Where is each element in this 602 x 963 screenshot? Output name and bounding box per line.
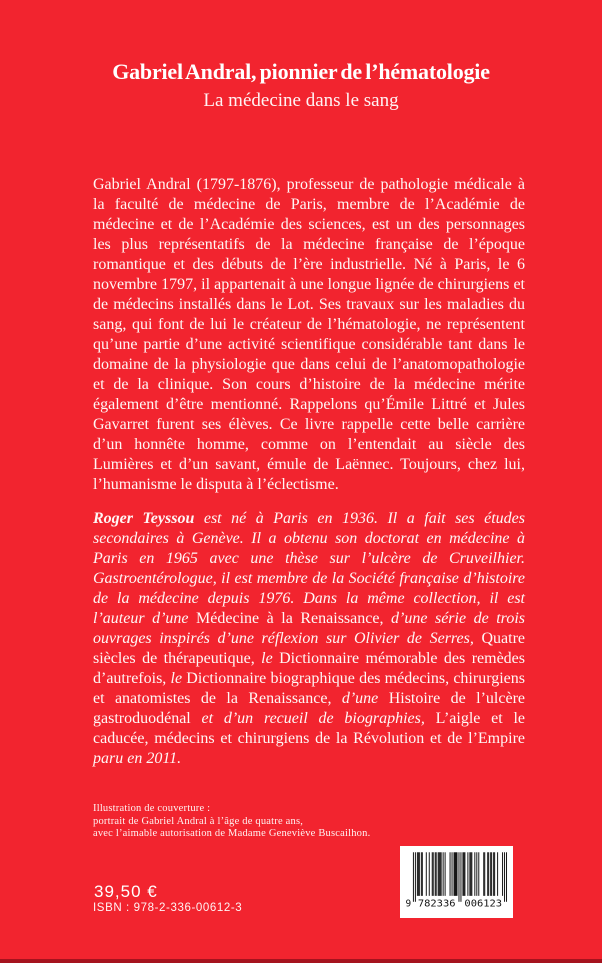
isbn-label: ISBN : 978-2-336-00612-3 — [93, 902, 243, 914]
credit-line: avec l’aimable autorisation de Madame Geneviève Buscailhon. — [93, 828, 371, 839]
bio-segment: d’une — [341, 690, 389, 707]
bio-segment: d’une série de trois ouvrages inspirés d’une réflexion sur Olivier de Serres, — [93, 610, 525, 647]
bio-segment: L’aigle et le caducée, médecins et chirurgiens de la Révolution et de l’Empire — [93, 710, 526, 747]
book-subtitle: La médecine dans le sang — [203, 90, 399, 111]
cover-illustration-credit — [93, 803, 493, 841]
bio-segment: Dictionnaire biographique des médecins, chirurgiens et anatomistes de la Renaissance, — [93, 670, 525, 707]
bio-segment: paru en 2011. — [93, 750, 182, 767]
bio-segment: Médecine à la Renaissance, — [196, 610, 391, 627]
book-title: Gabriel Andral, pionnier de l’hématologie — [112, 59, 490, 84]
barcode-number: 782336 — [417, 898, 456, 909]
synopsis-paragraph: Gabriel Andral (1797-1876), professeur de pathologie médicale à la faculté de médecine de Paris, membre de l’Académie de médecine et de l’Académie des sciences, est un des personnages les plus représentatifs de la médecine française de l’époque romantique et des débuts de l’ère industrielle. Né à Paris, le 6 novembre 1797, il appartenait à une longue lignée de chirurgiens et de médecins installés dans le Lot. Ses travaux sur les maladies du sang, qui font de lui le créateur de l’hématologie, ne représentent qu’une partie d’une activité scientifique considérable tant dans le domaine de la physiologie que dans celui de l’anatomopathologie et de la clinique. Son cours d’histoire de la médecine mérite également d’être mentionné. Rappelons qu’Émile Littré et Jules Gavarret furent ses élèves. Ce livre rappelle cette belle carrière d’un honnête homme, comme on l’entendait au siècle des Lumières et d’un savant, émule de Laënnec. Toujours, chez lui, l’humanisme le disputa à l’éclectisme. — [93, 176, 525, 493]
bio-segment: et d’un recueil de biographies, — [201, 710, 436, 727]
barcode-bars — [405, 852, 508, 909]
credit-line: portrait de Gabriel Andral à l’âge de quatre ans, — [93, 815, 304, 827]
barcode-number: 006123 — [464, 898, 503, 909]
ean13-barcode — [400, 846, 513, 918]
barcode-number: 9 — [405, 898, 412, 909]
bio-segment: Histoire de l’ulcère gastroduodénal — [93, 690, 525, 727]
bio-segment: le — [261, 650, 280, 667]
bio-segment: Quatre siècles de thérapeutique, — [93, 630, 525, 667]
bio-segment: le — [170, 670, 187, 687]
price-label: 39,50 € — [94, 882, 158, 901]
credit-line: Illustration de couverture : — [93, 803, 211, 814]
bio-segment: Roger Teyssou — [93, 510, 195, 527]
author-bio-paragraph — [93, 509, 525, 769]
bio-segment: est né à Paris en 1936. Il a fait ses études secondaires à Genève. Il a obtenu son doctorat en médecine à Paris en 1965 avec une thèse sur l’ulcère de Cruveilhier. Gastroentérologue, il est membre de la Société française d’histoire de la médecine depuis 1976. Dans la même collection, il est l’auteur d’une — [93, 510, 526, 627]
bio-segment: Dictionnaire mémorable des remèdes d’autrefois, — [93, 650, 526, 687]
cover-bottom-edge — [0, 959, 602, 963]
